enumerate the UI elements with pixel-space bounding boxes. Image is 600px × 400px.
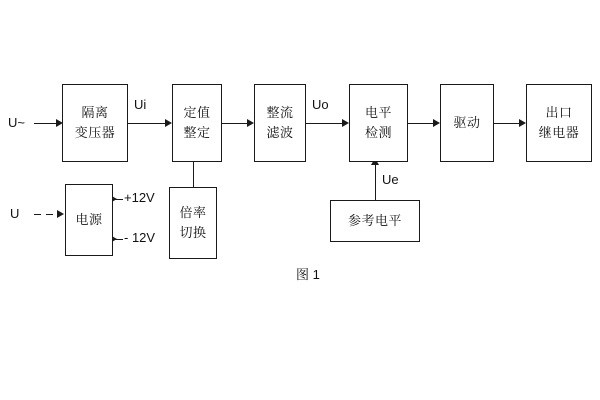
block-fixed-value-setting-line-1: 定值 bbox=[183, 104, 211, 120]
block-rectifier-filter-line-2: 滤波 bbox=[266, 125, 294, 140]
arrow-drive-to-relay bbox=[519, 119, 526, 127]
block-output-relay bbox=[526, 84, 592, 162]
connector-level-to-drive bbox=[408, 123, 433, 124]
label-input-ac: U~ bbox=[8, 115, 25, 130]
block-fixed-value-setting-line-2: 整定 bbox=[183, 125, 211, 140]
block-isolation-transformer-line-2: 变压器 bbox=[74, 125, 116, 140]
block-reference-level-line-1: 参考电平 bbox=[347, 212, 402, 228]
label-plus-12v: +12V bbox=[124, 190, 155, 205]
connector-drive-to-relay bbox=[494, 123, 519, 124]
connector-input-to-isolation bbox=[34, 123, 56, 124]
block-drive bbox=[440, 84, 494, 162]
connector-dc-dash-2 bbox=[46, 214, 53, 215]
block-level-detection-line-2: 检测 bbox=[364, 125, 392, 140]
block-output-relay-line-2: 继电器 bbox=[538, 125, 580, 140]
connector-isolation-to-setting bbox=[128, 123, 165, 124]
block-reference-level bbox=[330, 200, 420, 242]
figure-caption: 图 1 bbox=[296, 267, 320, 282]
connector-dc-dash-1 bbox=[34, 214, 41, 215]
connector-reference-to-level bbox=[375, 162, 376, 200]
label-minus-12v: - 12V bbox=[124, 230, 156, 245]
block-isolation-transformer-line-1: 隔离 bbox=[81, 104, 109, 120]
block-power-supply-line-1: 电源 bbox=[75, 211, 103, 227]
block-drive-line-1: 驱动 bbox=[453, 114, 481, 130]
block-output-relay-line-1: 出口 bbox=[545, 104, 573, 120]
block-level-detection-line-1: 电平 bbox=[364, 104, 392, 120]
connector-setting-to-rectifier bbox=[222, 123, 247, 124]
label-input-dc: U bbox=[10, 206, 20, 221]
block-level-detection bbox=[349, 84, 408, 162]
block-isolation-transformer bbox=[62, 84, 128, 162]
arrow-dc-to-power bbox=[57, 210, 64, 218]
block-rectifier-filter bbox=[254, 84, 306, 162]
connector-rectifier-to-level bbox=[306, 123, 342, 124]
arrow-setting-to-rectifier bbox=[247, 119, 254, 127]
arrow-rectifier-to-level bbox=[342, 119, 349, 127]
block-power-supply bbox=[65, 184, 113, 256]
arrow-level-to-drive bbox=[433, 119, 440, 127]
block-multiplier-switch-line-2: 切换 bbox=[179, 225, 207, 240]
block-multiplier-switch bbox=[169, 187, 217, 259]
block-multiplier-switch-line-1: 倍率 bbox=[179, 204, 207, 220]
block-fixed-value-setting bbox=[172, 84, 222, 162]
block-rectifier-filter-line-1: 整流 bbox=[266, 104, 294, 120]
arrow-isolation-to-setting bbox=[165, 119, 172, 127]
label-ue: Ue bbox=[382, 172, 399, 187]
label-uo: Uo bbox=[312, 97, 329, 112]
label-ui: Ui bbox=[134, 97, 147, 112]
